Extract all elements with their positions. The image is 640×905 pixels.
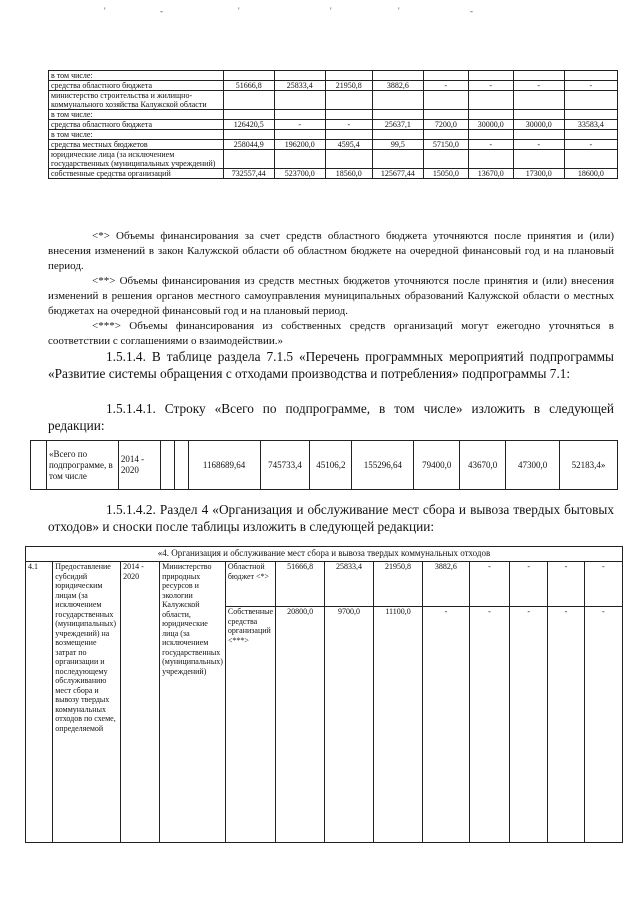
row-value: 25833,4 xyxy=(274,81,325,91)
scan-mark: ' xyxy=(104,6,106,16)
funding-table-continuation xyxy=(48,70,618,179)
row-value: 18560,0 xyxy=(325,169,372,179)
funding-source: Собственные средства организаций <***> xyxy=(225,607,275,843)
row-value xyxy=(513,150,564,169)
row-value: 21950,8 xyxy=(325,81,372,91)
row-label: собственные средства организаций xyxy=(49,169,224,179)
item-period: 2014 - 2020 xyxy=(121,562,160,843)
row-value: 258044,9 xyxy=(223,140,274,150)
scan-mark: - xyxy=(470,6,473,16)
funding-value: - xyxy=(584,562,622,607)
row-value xyxy=(468,110,513,120)
row-value: 523700,0 xyxy=(274,169,325,179)
row-value xyxy=(423,110,468,120)
row-value xyxy=(274,110,325,120)
funding-value: 25833,4 xyxy=(325,562,374,607)
total-row-table xyxy=(30,440,618,490)
row-value: - xyxy=(423,81,468,91)
funding-value: - xyxy=(469,607,509,843)
paragraph-1-5-1-4-1: 1.5.1.4.1. Строку «Всего по подпрограмме, в том числе» изложить в следующей редакции: xyxy=(48,401,614,433)
row-value xyxy=(564,150,617,169)
row-value: - xyxy=(468,81,513,91)
table-row xyxy=(49,91,618,110)
funding-value: 21950,8 xyxy=(374,562,423,607)
row-value: 196200,0 xyxy=(274,140,325,150)
row-value: 18600,0 xyxy=(564,169,617,179)
funding-value: 11100,0 xyxy=(374,607,423,843)
total-value: 745733,4 xyxy=(260,441,310,490)
row-value xyxy=(223,150,274,169)
row-value xyxy=(325,150,372,169)
row-value xyxy=(372,110,423,120)
total-row xyxy=(31,441,618,490)
table-row xyxy=(49,169,618,179)
item-executors: Министерство природных ресурсов и экологии Калужской области, юридические лица (за исключением государственных (муниципальных) учреждений) xyxy=(160,562,226,843)
total-value: 52183,4» xyxy=(560,441,618,490)
scan-mark: ' xyxy=(238,6,240,16)
row-value xyxy=(223,130,274,140)
table-row xyxy=(26,562,623,607)
row-value xyxy=(223,91,274,110)
row-value: - xyxy=(513,81,564,91)
row-value: 732557,44 xyxy=(223,169,274,179)
row-value xyxy=(372,71,423,81)
row-label: юридические лица (за исключением государственных (муниципальных учреждений) xyxy=(49,150,224,169)
row-value xyxy=(274,71,325,81)
funding-value: - xyxy=(584,607,622,843)
row-value: 30000,0 xyxy=(468,120,513,130)
row-value: 15050,0 xyxy=(423,169,468,179)
row-value xyxy=(468,71,513,81)
funding-value: - xyxy=(510,607,548,843)
total-value: 45106,2 xyxy=(310,441,352,490)
funding-value: 3882,6 xyxy=(423,562,470,607)
row-value: - xyxy=(564,81,617,91)
row-value xyxy=(325,110,372,120)
row-value: 126420,5 xyxy=(223,120,274,130)
funding-value: - xyxy=(548,562,584,607)
row-label: в том числе: xyxy=(49,71,224,81)
row-value: - xyxy=(468,140,513,150)
total-period: 2014 - 2020 xyxy=(118,441,160,490)
row-label: в том числе: xyxy=(49,130,224,140)
row-value xyxy=(564,91,617,110)
row-value xyxy=(274,91,325,110)
row-value xyxy=(423,71,468,81)
row-value xyxy=(274,130,325,140)
row-label: министерство строительства и жилищно-коммунального хозяйства Калужской области xyxy=(49,91,224,110)
row-value: - xyxy=(274,120,325,130)
row-value xyxy=(372,150,423,169)
footnotes xyxy=(48,229,614,349)
row-value xyxy=(423,150,468,169)
funding-value: - xyxy=(548,607,584,843)
row-value: 30000,0 xyxy=(513,120,564,130)
row-value xyxy=(325,130,372,140)
row-value: 4595,4 xyxy=(325,140,372,150)
paragraph-1-5-1-4: 1.5.1.4. В таблице раздела 7.1.5 «Перечень программных мероприятий подпрограммы «Развитие системы обращения с отходами производства и потребления» подпрограммы 7.1: xyxy=(48,349,614,381)
row-value xyxy=(513,91,564,110)
row-value: 25637,1 xyxy=(372,120,423,130)
funding-value: - xyxy=(423,607,470,843)
row-value: 99,5 xyxy=(372,140,423,150)
row-value: 7200,0 xyxy=(423,120,468,130)
row-value xyxy=(564,71,617,81)
row-value: 125677,44 xyxy=(372,169,423,179)
footnote-local: <**> Объемы финансирования из средств местных бюджетов уточняются после принятия и (или) внесения изменений в решения органов местного самоуправления муниципальных образований Калужской области о местных бюджетах на очередной финансовый год и на плановый период. xyxy=(48,275,614,317)
row-value xyxy=(325,71,372,81)
total-label: «Всего по подпрограмме, в том числе xyxy=(46,441,118,490)
row-label: средства областного бюджета xyxy=(49,120,224,130)
funding-value: - xyxy=(469,562,509,607)
row-value xyxy=(372,130,423,140)
paragraph-1-5-1-4-2: 1.5.1.4.2. Раздел 4 «Организация и обслуживание мест сбора и вывоза твердых бытовых отходов» и сноски после таблицы изложить в следующей редакции: xyxy=(48,502,614,534)
item-description: Предоставление субсидий юридическим лицам (за исключением государственных (муниципальных) учреждений) на возмещение затрат по организации и последующему обслуживанию мест сбора и вывозу твердых коммунальных отходов по схеме, определяемой xyxy=(53,562,121,843)
row-value: - xyxy=(513,140,564,150)
footnote-regional: <*> Объемы финансирования за счет средств областного бюджета уточняются после принятия и (или) внесения изменений в закон Калужской области об областном бюджете на очередной финансовый год и на плановый период. xyxy=(48,230,614,272)
section-4-table xyxy=(25,546,623,843)
scan-mark: ' xyxy=(398,6,400,16)
row-value xyxy=(564,130,617,140)
row-value xyxy=(223,71,274,81)
total-value: 79400,0 xyxy=(414,441,460,490)
row-value xyxy=(513,130,564,140)
funding-value: 9700,0 xyxy=(325,607,374,843)
table-row xyxy=(49,150,618,169)
funding-value: 51666,8 xyxy=(276,562,325,607)
table-row xyxy=(49,71,618,81)
row-value xyxy=(372,91,423,110)
row-value xyxy=(513,110,564,120)
row-value xyxy=(223,110,274,120)
funding-value: - xyxy=(510,562,548,607)
row-label: средства областного бюджета xyxy=(49,81,224,91)
scan-mark: ' xyxy=(330,6,332,16)
table-row xyxy=(49,130,618,140)
total-value: 155296,64 xyxy=(352,441,414,490)
row-value: 13670,0 xyxy=(468,169,513,179)
row-value xyxy=(513,71,564,81)
row-value: - xyxy=(325,120,372,130)
row-value xyxy=(423,130,468,140)
row-label: средства местных бюджетов xyxy=(49,140,224,150)
section-header: «4. Организация и обслуживание мест сбора и вывоза твердых коммунальных отходов xyxy=(26,547,623,562)
table-row xyxy=(49,140,618,150)
row-value: 51666,8 xyxy=(223,81,274,91)
row-value xyxy=(564,110,617,120)
item-number: 4.1 xyxy=(26,562,53,843)
row-value xyxy=(468,130,513,140)
table-row xyxy=(49,81,618,91)
scan-mark: - xyxy=(160,6,163,16)
row-value xyxy=(468,150,513,169)
row-value xyxy=(423,91,468,110)
total-value: 43670,0 xyxy=(460,441,506,490)
row-value: 3882,6 xyxy=(372,81,423,91)
funding-source: Областной бюджет <*> xyxy=(225,562,275,607)
table-row xyxy=(49,110,618,120)
total-value: 1168689,64 xyxy=(188,441,260,490)
table-row xyxy=(49,120,618,130)
row-value xyxy=(468,91,513,110)
row-value: 17300,0 xyxy=(513,169,564,179)
row-value: 57150,0 xyxy=(423,140,468,150)
row-value xyxy=(274,150,325,169)
row-value: 33583,4 xyxy=(564,120,617,130)
footnote-own-funds: <***> Объемы финансирования из собственных средств организаций могут ежегодно уточняться в соответствии с соглашениями о взаимодействии.» xyxy=(48,320,614,347)
row-value: - xyxy=(564,140,617,150)
row-label: в том числе: xyxy=(49,110,224,120)
row-value xyxy=(325,91,372,110)
total-value: 47300,0 xyxy=(506,441,560,490)
funding-value: 20800,0 xyxy=(276,607,325,843)
